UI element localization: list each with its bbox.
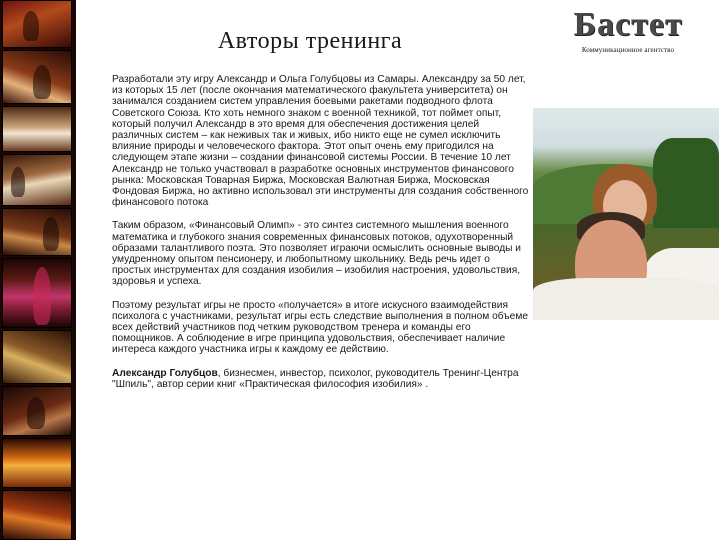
collage-photo (2, 50, 72, 104)
brand-name: Бастет (573, 6, 683, 43)
author-bio (112, 368, 530, 390)
paragraph-intro: Разработали эту игру Александр и Ольга Голубцовы из Самары. Александру за 50 лет, из которых 15 лет (после окончания математического факультета университета) он занимался созданием систем управления боевыми ракетами подводного флота Советского Союза. Кто хоть немного знаком с военной техникой, тот поймет опыт, который получил Александр в это время для обеспечения достижения целей различных систем – как неживых так и живых, ибо никто еще не сумел исключить влияние природы и человеческого фактора. Этот опыт очень ему пригодился на следующем этапе жизни – создании финансовой системы России. В течение 10 лет Александр не только участвовал в разработке основных инструментов финансового рынка: Московская Товарная Биржа, Московская Валютная Биржа, Московская Фондовая Биржа, но активно использовал эти инструменты для создания собственного финансового потока (112, 74, 529, 209)
page-title: Авторы тренинга (217, 28, 403, 54)
brand-tagline: Коммуникационное агентство (581, 46, 675, 54)
collage-photo (2, 208, 72, 256)
collage-photo (2, 258, 72, 328)
collage-photo (2, 386, 72, 436)
authors-photo (533, 108, 719, 320)
collage-photo (2, 106, 72, 152)
collage-photo (2, 438, 72, 488)
main-content (112, 74, 530, 402)
photo-collage-strip (0, 0, 76, 540)
author-name: Александр Голубцов (112, 367, 218, 379)
brand-logo (548, 6, 708, 54)
collage-photo (2, 490, 72, 540)
paragraph-result: Поэтому результат игры не просто «получается» в итоге искусного взаимодействия психолога с участниками, результат игры есть следствие выполнения в полном объеме всех действий участников под четким руководством тренера и команды его помощников. А соблюдение в игре принципа удовольствия, обеспечивает наличие интереса каждого участника игры к каждому ее действию. (112, 299, 528, 356)
collage-photo (2, 0, 72, 48)
author-description: , бизнесмен, инвестор, психолог, руководитель Тренинг-Центра "Шпиль", автор серии книг «Практическая философия изобилия» . (112, 367, 519, 390)
collage-photo (2, 330, 72, 384)
paragraph-synthesis: Таким образом, «Финансовый Олимп» - это синтез системного мышления военного математика и глубокого знания современных финансовых потоков, одухотворенный образами талантливого поэта. Это позволяет играючи осмыслить основные выводы и умудренному опытом пенсионеру, и любопытному школьнику. Ведь речь идет о простых инструментах для создания изобилия – изобилия настроения, удовольствия, здоровья и успеха. (112, 220, 521, 288)
collage-photo (2, 154, 72, 206)
